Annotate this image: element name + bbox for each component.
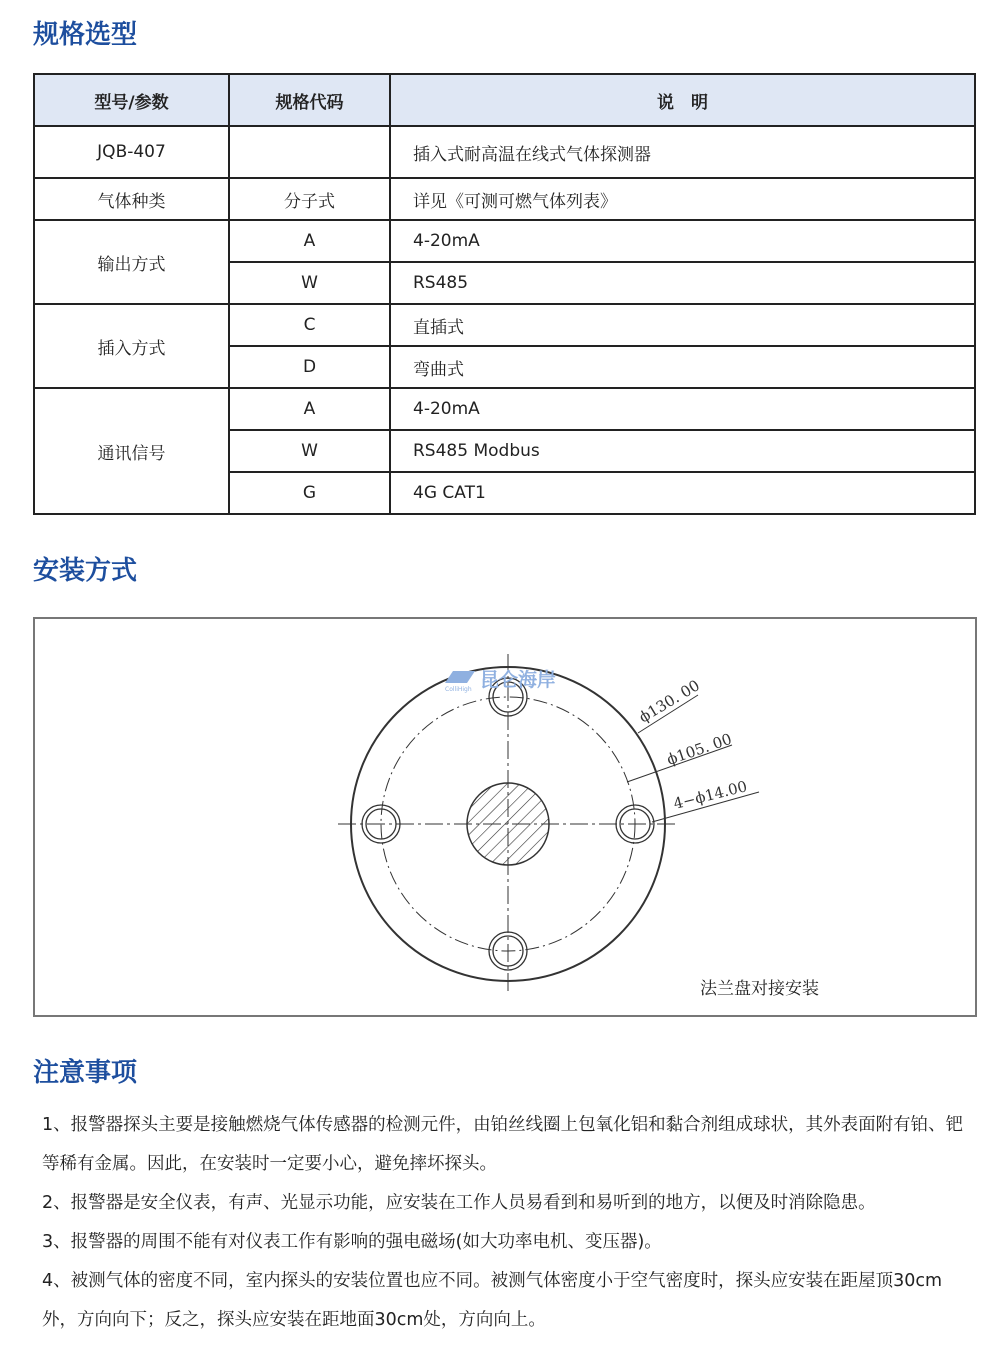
table-row	[34, 178, 975, 220]
watermark-en: ColliHigh	[445, 686, 472, 693]
cell: 直插式	[390, 304, 975, 346]
cell: 4G CAT1	[390, 472, 975, 514]
header-model: 型号/参数	[34, 74, 229, 126]
cell: 气体种类	[34, 178, 229, 220]
cell: A	[229, 220, 390, 262]
table-row	[34, 304, 975, 346]
note-item: 3、报警器的周围不能有对仪表工作有影响的强电磁场(如大功率电机、变压器)。	[42, 1232, 662, 1252]
watermark: 昆仑海岸	[480, 669, 557, 691]
cell: D	[229, 346, 390, 388]
cell: 插入方式	[34, 304, 229, 388]
cell: 4-20mA	[390, 220, 975, 262]
cell: A	[229, 388, 390, 430]
section-title-notes: 注意事项	[33, 1058, 138, 1088]
flange-drawing	[35, 619, 975, 1015]
center-hatched	[467, 783, 549, 865]
header-desc: 说 明	[390, 74, 975, 126]
cell: 输出方式	[34, 220, 229, 304]
table-row	[34, 388, 975, 430]
spec-table	[33, 73, 976, 515]
cell: 4-20mA	[390, 388, 975, 430]
cell	[229, 126, 390, 178]
cell: JQB-407	[34, 126, 229, 178]
header-code: 规格代码	[229, 74, 390, 126]
cell: W	[229, 430, 390, 472]
table-row	[34, 126, 975, 178]
cell: C	[229, 304, 390, 346]
flange-diagram	[33, 617, 977, 1017]
cell: 详见《可测可燃气体列表》	[390, 178, 975, 220]
dim-bolt: ϕ105. 00	[664, 729, 735, 769]
cell: RS485 Modbus	[390, 430, 975, 472]
notes-list	[42, 1106, 972, 1340]
cell: 弯曲式	[390, 346, 975, 388]
dim-holes: 4−ϕ14.00	[671, 777, 750, 813]
cell: W	[229, 262, 390, 304]
diagram-caption: 法兰盘对接安装	[700, 979, 819, 999]
section-title-spec: 规格选型	[33, 20, 138, 50]
cell: 插入式耐高温在线式气体探测器	[390, 126, 975, 178]
cell: RS485	[390, 262, 975, 304]
dim-outer: ϕ130. 00	[635, 676, 703, 727]
note-item: 1、报警器探头主要是接触燃烧气体传感器的检测元件，由铂丝线圈上包氧化铝和黏合剂组成球状，其外表面附有铂、钯等稀有金属。因此，在安装时一定要小心，避免摔坏探头。	[42, 1115, 964, 1174]
table-header	[34, 74, 975, 126]
note-item: 2、报警器是安全仪表，有声、光显示功能，应安装在工作人员易看到和易听到的地方，以便及时消除隐患。	[42, 1193, 876, 1213]
cell: G	[229, 472, 390, 514]
logo-icon	[445, 671, 475, 683]
table-row	[34, 220, 975, 262]
section-title-install: 安装方式	[33, 556, 138, 586]
cell: 通讯信号	[34, 388, 229, 514]
cell: 分子式	[229, 178, 390, 220]
note-item: 4、被测气体的密度不同，室内探头的安装位置也应不同。被测气体密度小于空气密度时，探头应安装在距屋顶30cm外，方向向下；反之，探头应安装在距地面30cm处，方向向上。	[42, 1271, 943, 1330]
